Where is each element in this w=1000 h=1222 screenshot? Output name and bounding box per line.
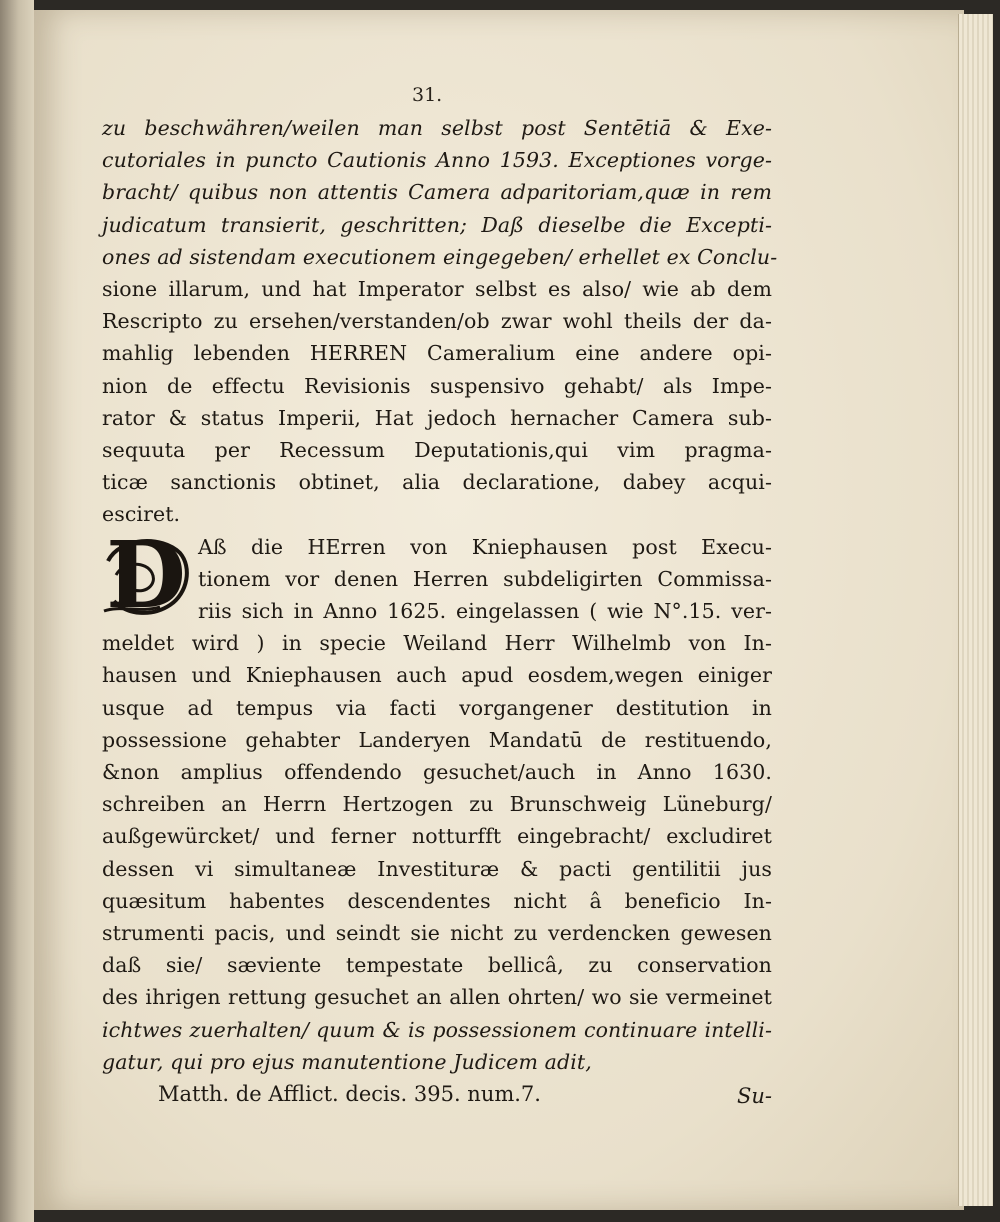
text-line: nion de effectu Revisionis suspensivo gehabt/ als Impe- [102, 373, 772, 398]
text-line: strumenti pacis, und seindt sie nicht zu verdencken gewesen [102, 921, 772, 946]
text-line: meldet wird ) in specie Weiland Herr Wilhelmb von In- [102, 631, 772, 656]
footer-row [102, 1082, 772, 1116]
text-line: sione illarum, und hat Imperator selbst es also/ wie ab dem [102, 277, 772, 302]
text-line: usque ad tempus via facti vorgangener destitution in [102, 695, 772, 720]
text-line: ticæ sanctionis obtinet, alia declaratione, dabey acqui- [102, 470, 772, 495]
text-line: zu beschwähren/weilen man selbst post Sentētiā & Exe- [102, 116, 772, 140]
text-line: quæsitum habentes descendentes nicht â beneficio In- [102, 888, 772, 913]
page-number: 31. [412, 84, 443, 106]
text-line: tionem vor denen Herren subdeligirten Commissa- [198, 566, 772, 591]
text-line: Rescripto zu ersehen/verstanden/ob zwar wohl theils der da- [102, 309, 772, 334]
text-line: rator & status Imperii, Hat jedoch hernacher Camera sub- [102, 405, 772, 430]
page-edges-stack [958, 14, 993, 1206]
text-line: hausen und Kniephausen auch apud eosdem,wegen einiger [102, 663, 772, 688]
text-line: gatur, qui pro ejus manutentione Judicem adit, [102, 1049, 592, 1074]
text-line: daß sie/ sæviente tempestate bellicâ, zu conservation [102, 953, 772, 978]
text-block [102, 112, 778, 1078]
text-line: ichtwes zuerhalten/ quum & is possessionem continuare intelli- [102, 1017, 772, 1042]
text-line: judicatum transierit, geschritten; Daß dieselbe die Excepti- [102, 212, 772, 237]
text-line: esciret. [102, 502, 181, 527]
text-line: riis sich in Anno 1625. eingelassen ( wie N°.15. ver- [198, 599, 772, 624]
citation: Matth. de Afflict. decis. 395. num.7. [158, 1082, 541, 1106]
text-line: possessione gehabter Landeryen Mandatū de restituendo, [102, 727, 772, 752]
text-line: &non amplius offendendo gesuchet/auch in Anno 1630. [102, 760, 772, 785]
initial-paragraph [102, 520, 772, 629]
text-line: cutoriales in puncto Cautionis Anno 1593. Exceptiones vorge- [102, 148, 772, 173]
catchword: Su- [736, 1084, 772, 1108]
text-line: sequuta per Recessum Deputationis,qui vim pragma- [102, 438, 772, 463]
left-page-edge [0, 0, 34, 1222]
text-line: ones ad sistendam executionem eingegeben/ erhellet ex Conclu- [102, 244, 778, 269]
text-line: mahlig lebenden HERREN Cameralium eine andere opi- [102, 341, 772, 366]
text-line: Aß die HErren von Kniephausen post Execu- [198, 534, 772, 559]
text-line: des ihrigen rettung gesuchet an allen ohrten/ wo sie vermeinet [102, 985, 772, 1010]
text-line: dessen vi simultaneæ Investituræ & pacti gentilitii jus [102, 856, 772, 881]
text-line: bracht/ quibus non attentis Camera adparitoriam,quæ in rem [102, 180, 772, 205]
text-line: schreiben an Herrn Hertzogen zu Brunschweig Lüneburg/ [102, 792, 772, 817]
text-line: außgewürcket/ und ferner notturfft eingebracht/ excludiret [102, 824, 772, 849]
drop-initial-letter: D [106, 520, 186, 629]
